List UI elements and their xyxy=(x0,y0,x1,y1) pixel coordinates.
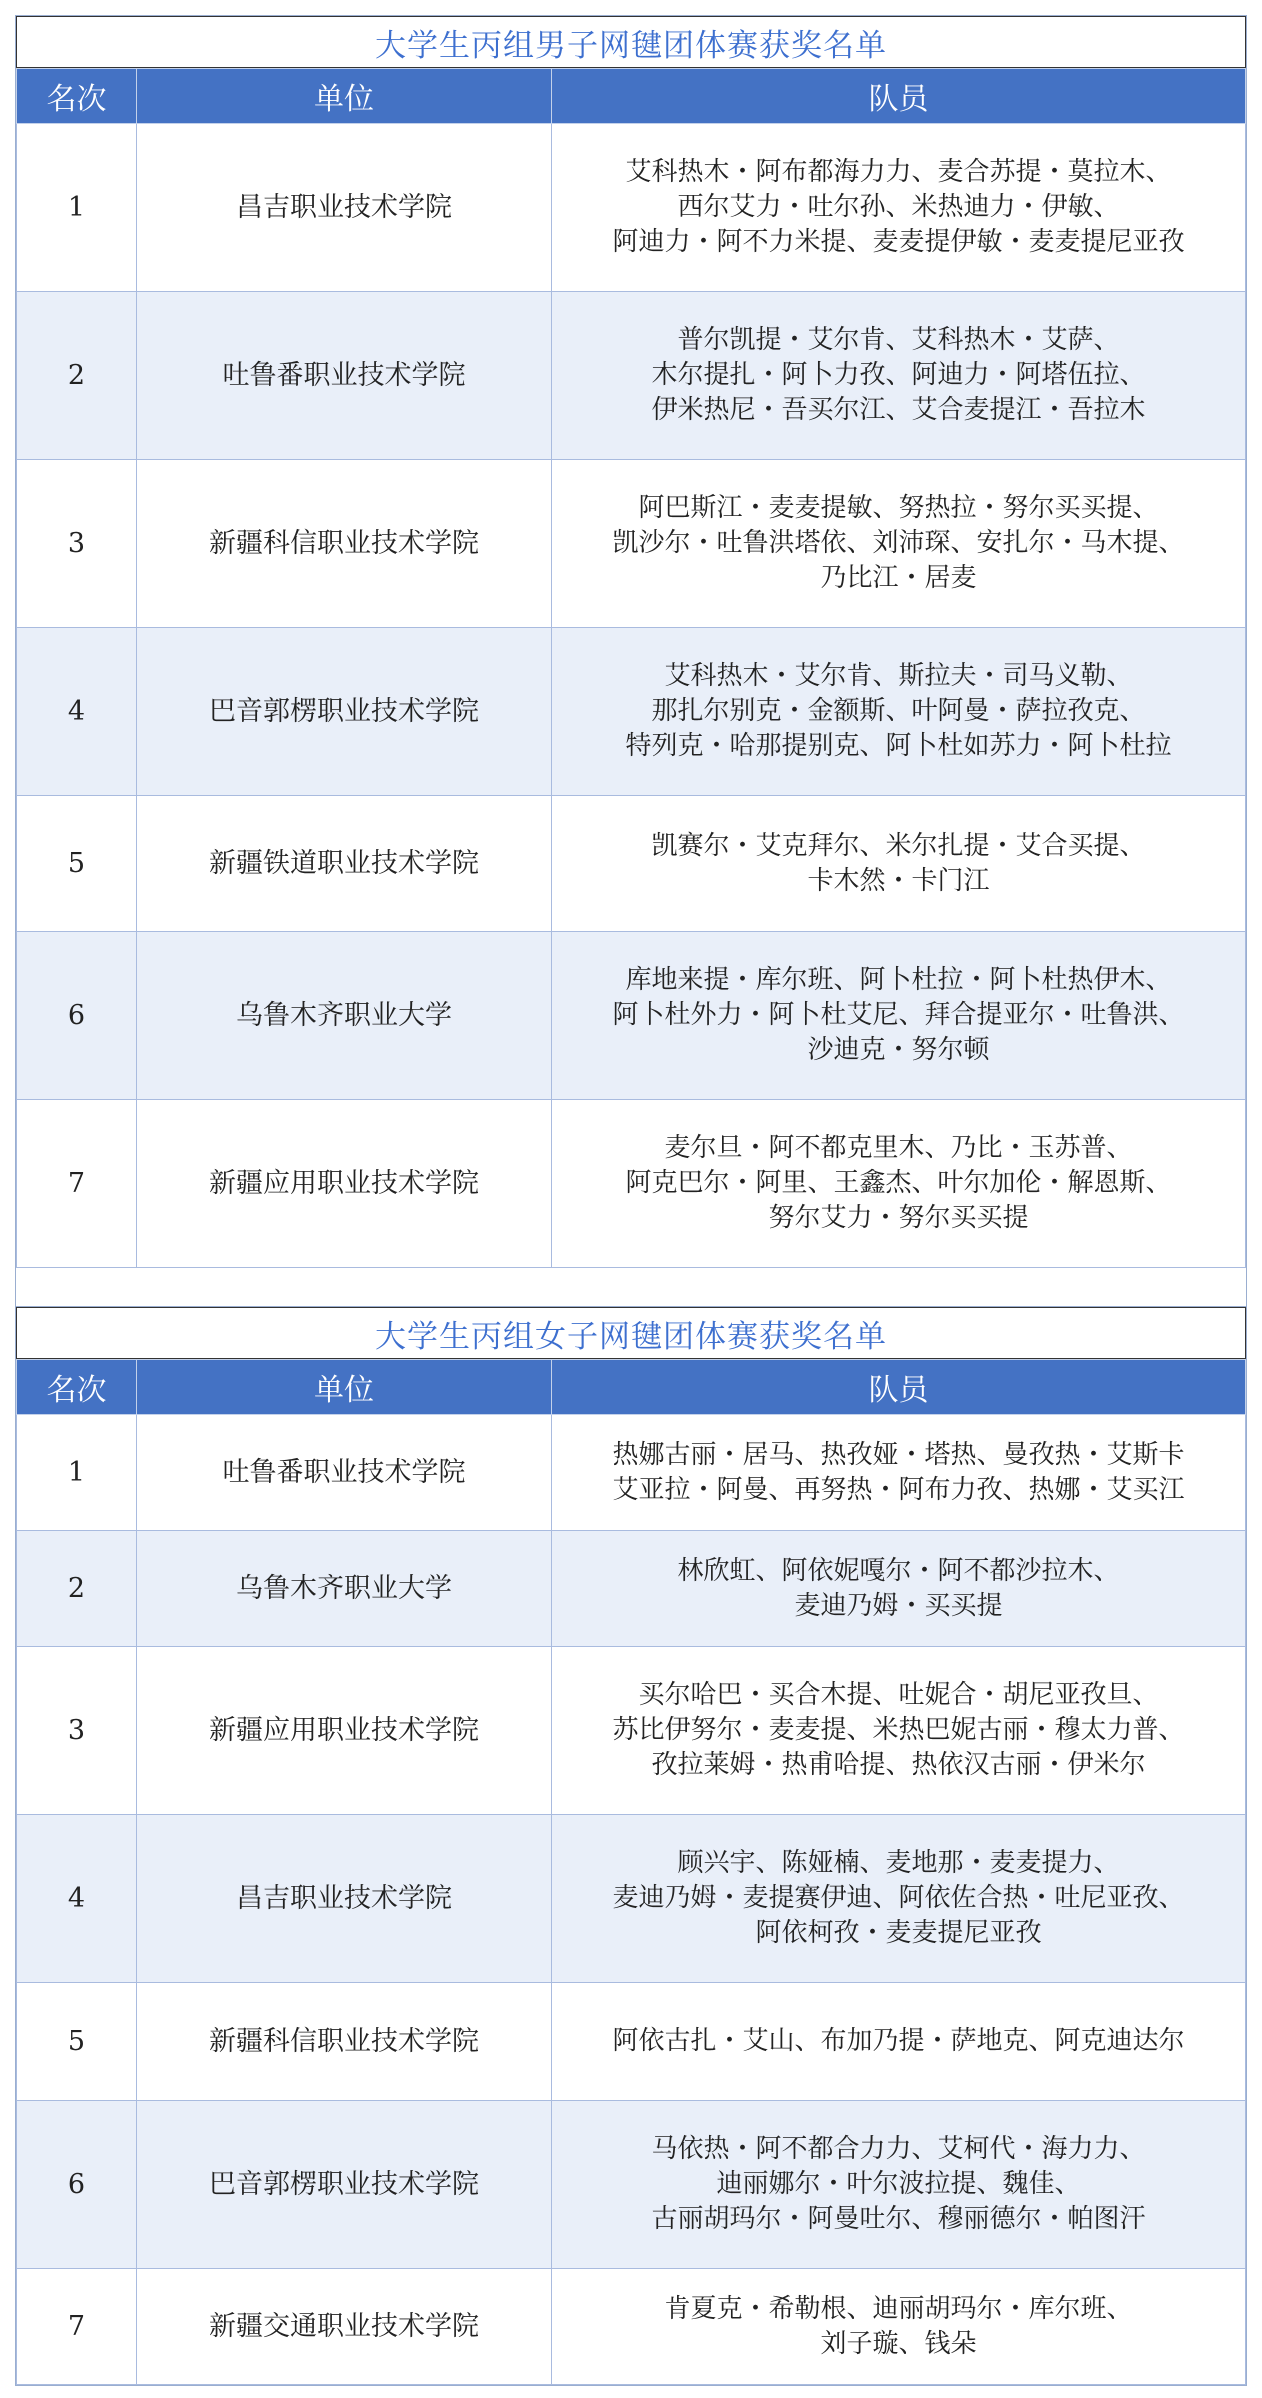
header-row xyxy=(17,69,1246,124)
rank-cell: 5 xyxy=(17,1983,137,2101)
members-cell xyxy=(552,2269,1246,2385)
header-unit: 单位 xyxy=(137,69,552,124)
member-line: 普尔凯提・艾尔肯、艾科热木・艾萨、 xyxy=(677,325,1120,355)
header-rank: 名次 xyxy=(17,1360,137,1415)
members-cell xyxy=(552,1647,1246,1815)
header-row xyxy=(17,1360,1246,1415)
member-line: 乃比江・居麦 xyxy=(820,563,977,593)
table-row xyxy=(17,1815,1246,1983)
member-line: 凯沙尔・吐鲁洪塔依、刘沛琛、安扎尔・马木提、 xyxy=(612,528,1185,558)
member-line: 努尔艾力・努尔买买提 xyxy=(768,1203,1029,1233)
unit-cell: 新疆交通职业技术学院 xyxy=(137,2269,552,2385)
member-line: 顾兴宇、陈娅楠、麦地那・麦麦提力、 xyxy=(677,1848,1120,1878)
member-line: 阿依柯孜・麦麦提尼亚孜 xyxy=(755,1918,1042,1948)
member-line: 热娜古丽・居马、热孜娅・塔热、曼孜热・艾斯卡 xyxy=(612,1439,1185,1470)
member-line: 刘子璇、钱朵 xyxy=(820,2328,977,2359)
member-line: 伊米热尼・吾买尔江、艾合麦提江・吾拉木 xyxy=(651,395,1146,425)
unit-cell: 巴音郭楞职业技术学院 xyxy=(137,2101,552,2269)
unit-cell: 吐鲁番职业技术学院 xyxy=(137,1415,552,1531)
member-line: 阿依古扎・艾山、布加乃提・萨地克、阿克迪达尔 xyxy=(612,2026,1185,2056)
rank-cell: 6 xyxy=(17,2101,137,2269)
rank-cell: 1 xyxy=(17,1415,137,1531)
table-row xyxy=(17,460,1246,628)
table-row xyxy=(17,1531,1246,1647)
header-members: 队员 xyxy=(552,1360,1246,1415)
member-line: 麦尔旦・阿不都克里木、乃比・玉苏普、 xyxy=(664,1133,1133,1163)
member-line: 古丽胡玛尔・阿曼吐尔、穆丽德尔・帕图汗 xyxy=(651,2204,1146,2234)
table-row xyxy=(17,292,1246,460)
member-line: 那扎尔别克・金额斯、叶阿曼・萨拉孜克、 xyxy=(651,696,1146,726)
member-line: 艾科热木・艾尔肯、斯拉夫・司马义勒、 xyxy=(664,661,1133,691)
member-line: 西尔艾力・吐尔孙、米热迪力・伊敏、 xyxy=(677,192,1120,222)
table-row xyxy=(17,1415,1246,1531)
table-row xyxy=(17,932,1246,1100)
members-cell xyxy=(552,2101,1246,2269)
member-line: 卡木然・卡门江 xyxy=(807,865,990,896)
member-line: 孜拉莱姆・热甫哈提、热依汉古丽・伊米尔 xyxy=(651,1750,1146,1780)
members-cell xyxy=(552,1531,1246,1647)
member-line: 买尔哈巴・买合木提、吐妮合・胡尼亚孜旦、 xyxy=(638,1680,1159,1710)
table-title: 大学生丙组女子网毽团体赛获奖名单 xyxy=(16,1307,1246,1359)
header-rank: 名次 xyxy=(17,69,137,124)
member-line: 库地来提・库尔班、阿卜杜拉・阿卜杜热伊木、 xyxy=(625,965,1172,995)
member-line: 肯夏克・希勒根、迪丽胡玛尔・库尔班、 xyxy=(664,2293,1133,2324)
table-row xyxy=(17,2101,1246,2269)
table-row xyxy=(17,1983,1246,2101)
member-line: 艾科热木・阿布都海力力、麦合苏提・莫拉木、 xyxy=(625,157,1172,187)
member-line: 阿克巴尔・阿里、王鑫杰、叶尔加伦・解恩斯、 xyxy=(625,1168,1172,1198)
member-line: 马依热・阿不都合力力、艾柯代・海力力、 xyxy=(651,2134,1146,2164)
rank-cell: 3 xyxy=(17,1647,137,1815)
unit-cell: 昌吉职业技术学院 xyxy=(137,1815,552,1983)
table-row xyxy=(17,796,1246,932)
unit-cell: 昌吉职业技术学院 xyxy=(137,124,552,292)
unit-cell: 巴音郭楞职业技术学院 xyxy=(137,628,552,796)
table-spacer xyxy=(16,1268,1246,1310)
men-team-table xyxy=(15,15,1247,1311)
header-unit: 单位 xyxy=(137,1360,552,1415)
member-line: 阿巴斯江・麦麦提敏、努热拉・努尔买买提、 xyxy=(638,493,1159,523)
member-line: 木尔提扎・阿卜力孜、阿迪力・阿塔伍拉、 xyxy=(651,360,1146,390)
unit-cell: 新疆铁道职业技术学院 xyxy=(137,796,552,932)
member-line: 特列克・哈那提别克、阿卜杜如苏力・阿卜杜拉 xyxy=(625,731,1172,761)
table-row xyxy=(17,124,1246,292)
unit-cell: 新疆应用职业技术学院 xyxy=(137,1100,552,1268)
member-line: 阿迪力・阿不力米提、麦麦提伊敏・麦麦提尼亚孜 xyxy=(612,227,1185,257)
table-title: 大学生丙组男子网毽团体赛获奖名单 xyxy=(16,16,1246,68)
member-line: 苏比伊努尔・麦麦提、米热巴妮古丽・穆太力普、 xyxy=(612,1715,1185,1745)
rank-cell: 7 xyxy=(17,2269,137,2385)
unit-cell: 新疆科信职业技术学院 xyxy=(137,1983,552,2101)
women-team-table xyxy=(15,1306,1247,2386)
rank-cell: 4 xyxy=(17,1815,137,1983)
member-line: 艾亚拉・阿曼、再努热・阿布力孜、热娜・艾买江 xyxy=(612,1474,1185,1505)
members-cell xyxy=(552,628,1246,796)
member-line: 阿卜杜外力・阿卜杜艾尼、拜合提亚尔・吐鲁洪、 xyxy=(612,1000,1185,1030)
members-cell xyxy=(552,932,1246,1100)
member-line: 麦迪乃姆・麦提赛伊迪、阿依佐合热・吐尼亚孜、 xyxy=(612,1883,1185,1913)
results-table xyxy=(16,68,1246,1268)
table-row xyxy=(17,628,1246,796)
table-row xyxy=(17,1100,1246,1268)
member-line: 凯赛尔・艾克拜尔、米尔扎提・艾合买提、 xyxy=(651,830,1146,861)
member-line: 迪丽娜尔・叶尔波拉提、魏佳、 xyxy=(716,2169,1081,2199)
members-cell xyxy=(552,292,1246,460)
rank-cell: 3 xyxy=(17,460,137,628)
member-line: 沙迪克・努尔顿 xyxy=(807,1035,990,1065)
results-table xyxy=(16,1359,1246,2385)
members-cell xyxy=(552,796,1246,932)
unit-cell: 乌鲁木齐职业大学 xyxy=(137,932,552,1100)
members-cell xyxy=(552,124,1246,292)
member-line: 麦迪乃姆・买买提 xyxy=(794,1590,1003,1621)
member-line: 林欣虹、阿依妮嘎尔・阿不都沙拉木、 xyxy=(677,1555,1120,1586)
rank-cell: 4 xyxy=(17,628,137,796)
rank-cell: 6 xyxy=(17,932,137,1100)
rank-cell: 1 xyxy=(17,124,137,292)
unit-cell: 吐鲁番职业技术学院 xyxy=(137,292,552,460)
rank-cell: 5 xyxy=(17,796,137,932)
table-row xyxy=(17,1647,1246,1815)
rank-cell: 7 xyxy=(17,1100,137,1268)
members-cell xyxy=(552,1815,1246,1983)
unit-cell: 新疆应用职业技术学院 xyxy=(137,1647,552,1815)
table-row xyxy=(17,2269,1246,2385)
header-members: 队员 xyxy=(552,69,1246,124)
rank-cell: 2 xyxy=(17,1531,137,1647)
members-cell xyxy=(552,1415,1246,1531)
members-cell xyxy=(552,1983,1246,2101)
unit-cell: 新疆科信职业技术学院 xyxy=(137,460,552,628)
rank-cell: 2 xyxy=(17,292,137,460)
unit-cell: 乌鲁木齐职业大学 xyxy=(137,1531,552,1647)
members-cell xyxy=(552,1100,1246,1268)
members-cell xyxy=(552,460,1246,628)
